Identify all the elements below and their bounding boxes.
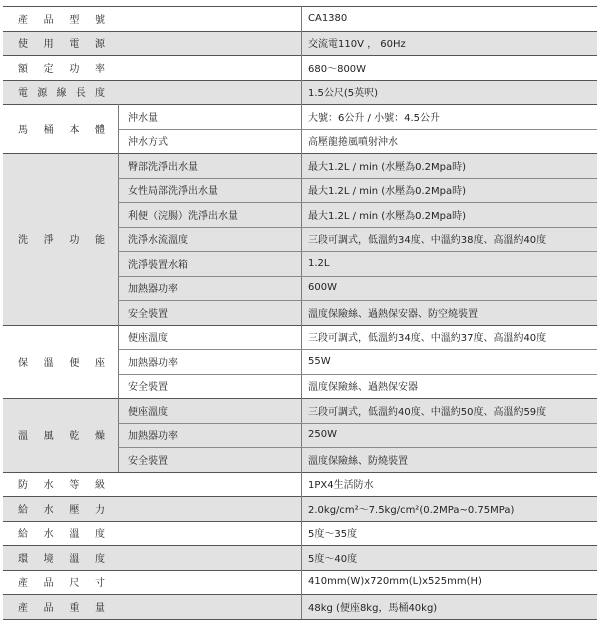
row-divider: [3, 619, 597, 620]
category-label: 產 品 型 號: [18, 14, 105, 26]
spec-value: 1.2L: [308, 257, 330, 269]
sub-item-label: 女性局部洗淨出水量: [128, 186, 218, 198]
spec-value: 2.0kg/cm²～7.5kg/cm²(0.2MPa~0.75MPa): [308, 504, 515, 516]
category-label: 額 定 功 率: [18, 63, 105, 75]
category-label: 防 水 等 級: [18, 480, 105, 492]
spec-value: CA1380: [308, 12, 348, 24]
sub-item-label: 安全裝置: [128, 455, 168, 467]
spec-value: 1.5公尺(5英呎): [308, 88, 379, 100]
category-label: 馬 桶 本 體: [18, 125, 105, 136]
category-label: 環 境 溫 度: [18, 553, 105, 565]
sub-item-label: 洗淨裝置水箱: [128, 259, 188, 271]
spec-value: 5度～40度: [308, 553, 358, 565]
spec-table: [3, 6, 597, 624]
category-label: 洗 淨 功 能: [18, 235, 105, 247]
sub-item-label: 便座溫度: [128, 333, 168, 345]
spec-value: 48kg (便座8kg，馬桶40kg): [308, 602, 438, 614]
sub-item-label: 洗淨水流溫度: [128, 235, 188, 247]
spec-value: 大號：6公升 / 小號：4.5公升: [308, 112, 440, 124]
spec-value: 55W: [308, 355, 331, 367]
spec-value: 溫度保險絲、防燒裝置: [308, 455, 408, 467]
sub-item-label: 沖水方式: [128, 137, 168, 149]
sub-item-label: 加熱器功率: [128, 431, 178, 443]
category-label: 給 水 壓 力: [18, 504, 105, 516]
spec-value: 最大1.2L / min (水壓為0.2Mpa時): [308, 186, 467, 198]
sub-item-label: 加熱器功率: [128, 357, 178, 369]
spec-value: 高壓龍捲風噴射沖水: [308, 137, 398, 149]
spec-value: 三段可調式，低溫約34度、中溫約37度、高溫約40度: [308, 333, 547, 345]
category-label: 產 品 尺 寸: [18, 578, 105, 590]
sub-item-label: 沖水量: [128, 112, 158, 124]
spec-value: 最大1.2L / min (水壓為0.2Mpa時): [308, 161, 467, 173]
spec-value: 600W: [308, 282, 337, 294]
spec-value: 410mm(W)x720mm(L)x525mm(H): [308, 576, 482, 588]
category-label: 使 用 電 源: [18, 39, 105, 51]
spec-value: 最大1.2L / min (水壓為0.2Mpa時): [308, 210, 467, 222]
spec-value: 三段可調式，低溫約40度、中溫約50度、高溫約59度: [308, 406, 547, 418]
sub-item-label: 安全裝置: [128, 382, 168, 394]
spec-value: 溫度保險絲、過熱保安器: [308, 382, 418, 394]
sub-item-label: 便座溫度: [128, 406, 168, 418]
spec-value: 1PX4生活防水: [308, 480, 374, 492]
spec-value: 溫度保險絲、過熱保安器、防空燒裝置: [308, 308, 478, 320]
spec-value: 250W: [308, 429, 337, 441]
spec-value: 5度～35度: [308, 529, 358, 541]
spec-value: 680～800W: [308, 63, 367, 75]
category-label: 保 溫 便 座: [18, 357, 105, 369]
sub-item-label: 臀部洗淨出水量: [128, 161, 198, 173]
sub-item-label: 利便（浣腸）洗淨出水量: [128, 210, 238, 222]
sub-item-label: 安全裝置: [128, 308, 168, 320]
spec-value: 交流電110V ， 60Hz: [308, 39, 406, 51]
category-label: 溫 風 乾 燥: [18, 431, 105, 443]
category-label: 給 水 溫 度: [18, 529, 105, 541]
sub-item-label: 加熱器功率: [128, 284, 178, 296]
category-label: 電 源 線 長 度: [18, 88, 105, 100]
category-label: 產 品 重 量: [18, 602, 105, 614]
spec-value: 三段可調式，低溫約34度、中溫約38度、高溫約40度: [308, 235, 547, 247]
